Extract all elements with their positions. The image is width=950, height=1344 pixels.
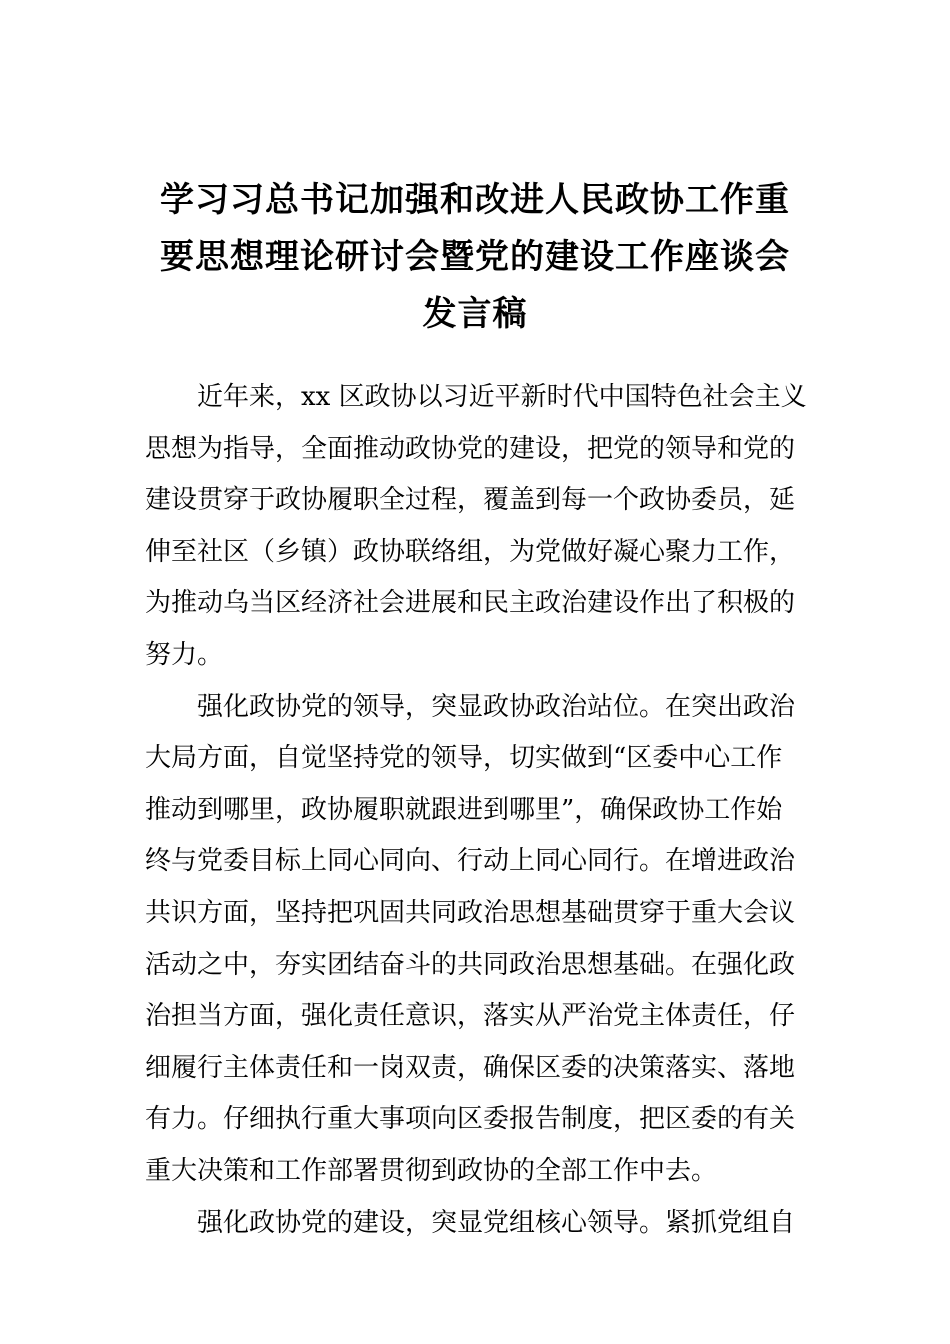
text-line: 有力。仔细执行重大事项向区委报告制度，把区委的有关: [145, 1104, 796, 1135]
text-line: 治担当方面，强化责任意识，落实从严治党主体责任，仔: [145, 1001, 796, 1032]
title-line: 发言稿: [422, 294, 528, 334]
text-line: 重大决策和工作部署贯彻到政协的全部工作中去。: [145, 1155, 718, 1186]
text-line: 强化政协党的建设，突显党组核心领导。紧抓党组自: [197, 1207, 796, 1238]
text-line: 努力。: [145, 639, 224, 670]
text-line: 终与党委目标上同心同向、行动上同心同行。在增进政治: [145, 846, 796, 877]
text-line: 为推动乌当区经济社会进展和民主政治建设作出了积极的: [145, 588, 796, 619]
title-line: 学习习总书记加强和改进人民政协工作重: [160, 180, 790, 220]
text-line: 近年来，xx 区政协以习近平新时代中国特色社会主义: [197, 382, 807, 412]
paragraph-1: [145, 372, 810, 682]
text-line: 强化政协党的领导，突显政协政治站位。在突出政治: [197, 691, 796, 722]
text-line: 思想为指导，全面推动政协党的建设，把党的领导和党的: [145, 433, 796, 464]
text-line: 大局方面，自觉坚持党的领导，切实做到“区委中心工作: [145, 743, 783, 774]
text-line: 共识方面，坚持把巩固共同政治思想基础贯穿于重大会议: [145, 897, 796, 928]
text-line: 细履行主体责任和一岗双责，确保区委的决策落实、落地: [145, 1052, 796, 1083]
title-line: 要思想理论研讨会暨党的建设工作座谈会: [160, 237, 790, 277]
document-body: [145, 372, 810, 1249]
text-line: 伸至社区（乡镇）政协联络组，为党做好凝心聚力工作，: [145, 536, 796, 567]
paragraph-2: [145, 682, 810, 1198]
text-line: 建设贯穿于政协履职全过程，覆盖到每一个政协委员，延: [145, 485, 796, 516]
document-title: [130, 172, 820, 343]
text-line: 推动到哪里，政协履职就跟进到哪里”，确保政协工作始: [145, 794, 783, 825]
text-line: 活动之中，夯实团结奋斗的共同政治思想基础。在强化政: [145, 949, 796, 980]
paragraph-3: [145, 1198, 810, 1250]
